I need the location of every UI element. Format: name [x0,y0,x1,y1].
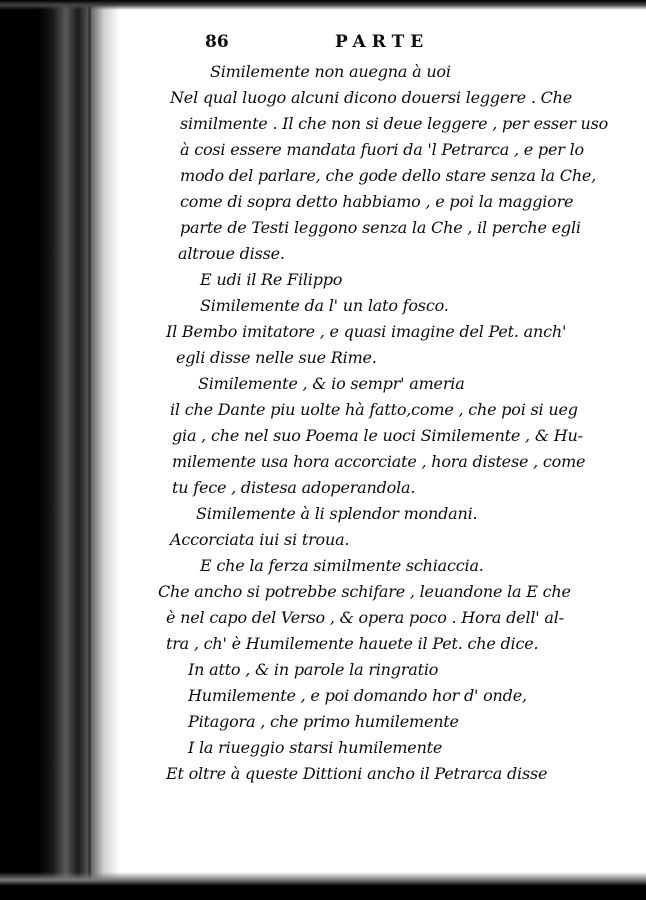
text-line: similmente . Il che non si deue leggere , per esser uso [180,114,609,133]
page-number: 86 [205,32,229,52]
text-line: Similemente non auegna à uoi [210,62,451,81]
text-line: Accorciata iui si troua. [170,530,350,549]
text-line: Similemente da l' un lato fosco. [200,296,449,315]
text-line: milemente usa hora accorciate , hora distese , come [172,452,586,471]
text-line: Et oltre à queste Dittioni ancho il Petrarca disse [166,764,548,783]
text-line: Humilemente , e poi domando hor d' onde, [188,686,527,705]
text-line: E udi il Re Filippo [200,270,343,289]
text-line: Similemente , & io sempr' ameria [198,374,465,393]
text-line: E che la ferza similmente schiaccia. [200,556,484,575]
scan-top-border [0,0,646,10]
running-head: PARTE [335,32,430,52]
text-line: Il Bembo imitatore , e quasi imagine del Pet. anch' [166,322,567,341]
text-line: il che Dante piu uolte hà fatto,come , che poi si ueg [170,400,578,419]
text-line: come di sopra detto habbiamo , e poi la maggiore [180,192,574,211]
text-line: egli disse nelle sue Rime. [176,348,377,367]
text-line: tra , ch' è Humilemente hauete il Pet. che dice. [166,634,539,653]
page-edge [88,0,91,880]
text-line: I la riueggio starsi humilemente [188,738,443,757]
page-header [205,32,475,58]
text-line: In atto , & in parole la ringratio [188,660,439,679]
book-gutter-shadow [0,0,120,900]
text-line: Similemente à li splendor mondani. [196,504,478,523]
text-line: Pitagora , che primo humilemente [188,712,459,731]
text-line: tu fece , distesa adoperandola. [172,478,416,497]
text-line: è nel capo del Verso , & opera poco . Hora dell' al- [166,608,564,627]
text-line: à cosi essere mandata fuori da 'l Petrarca , e per lo [180,140,584,159]
text-line: altroue disse. [178,244,285,263]
text-line: gia , che nel suo Poema le uoci Similemente , & Hu- [172,426,583,445]
text-line: Che ancho si potrebbe schifare , leuandone la E che [158,582,571,601]
text-line: parte de Testi leggono senza la Che , il perche egli [180,218,581,237]
text-line: modo del parlare, che gode dello stare senza la Che, [180,166,597,185]
scan-bottom-border [0,872,646,900]
text-line: Nel qual luogo alcuni dicono douersi leggere . Che [170,88,573,107]
